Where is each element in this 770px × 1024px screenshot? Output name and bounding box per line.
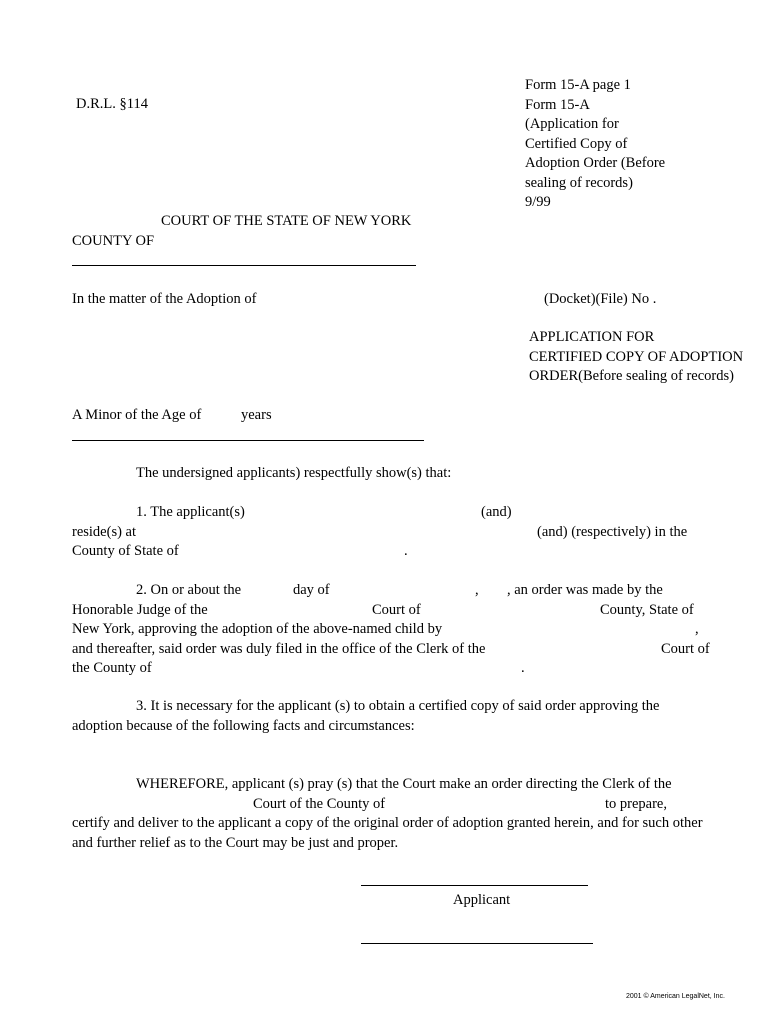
paragraph-text: the County of	[72, 660, 152, 676]
form-info-line: (Application for	[525, 116, 619, 132]
paragraph-text: and thereafter, said order was duly filed in the office of the Clerk of the	[72, 640, 486, 657]
docket-label: (Docket)(File) No .	[544, 291, 657, 307]
form-info-line: Form 15-A	[525, 96, 590, 113]
paragraph-text: 3. It is necessary for the applicant (s) to obtain a certified copy of said order approving the	[136, 698, 660, 714]
paragraph-text: day of	[293, 582, 330, 598]
paragraph-text: to prepare,	[605, 795, 667, 812]
minor-age-label: A Minor of the Age of	[72, 407, 202, 423]
second-signature-line	[361, 943, 593, 944]
paragraph-text: 2. On or about the	[136, 582, 242, 598]
paragraph-text: adoption because of the following facts and circumstances:	[72, 717, 415, 734]
form-info-line: Form 15-A page 1	[525, 77, 631, 93]
applicant-label: Applicant	[453, 892, 511, 908]
paragraph-text: certify and deliver to the applicant a copy of the original order of adoption granted herein, and for such other	[72, 815, 703, 831]
paragraph-text: reside(s) at	[72, 523, 137, 540]
matter-label: In the matter of the Adoption of	[72, 291, 257, 307]
paragraph-text: and further relief as to the Court may be just and proper.	[72, 834, 399, 851]
paragraph-text: ,	[695, 621, 699, 637]
form-info-line: Adoption Order (Before	[525, 155, 666, 171]
county-underline	[72, 265, 416, 266]
paragraph-text: Court of	[372, 601, 421, 618]
paragraph-text: WHEREFORE, applicant (s) pray (s) that the Court make an order directing the Clerk of the	[136, 776, 672, 792]
paragraph-text: Court of	[661, 640, 710, 657]
paragraph-text: (and)	[481, 504, 512, 520]
paragraph-text: , an order was made by the	[507, 582, 663, 598]
paragraph-text: County of State of	[72, 543, 179, 559]
paragraph-text: ,	[475, 582, 479, 598]
paragraph-text: Honorable Judge of the	[72, 601, 208, 618]
paragraph-text: .	[521, 660, 525, 676]
paragraph-text: New York, approving the adoption of the above-named child by	[72, 621, 443, 637]
paragraph-text: Court of the County of	[253, 795, 386, 812]
caption-underline	[72, 440, 424, 441]
form-info-line: 9/99	[525, 194, 551, 210]
paragraph-text: 1. The applicant(s)	[136, 504, 245, 520]
statute-reference: D.R.L. §114	[76, 96, 148, 112]
document-title-line: CERTIFIED COPY OF ADOPTION	[529, 349, 744, 365]
intro-text: The undersigned applicants) respectfully show(s) that:	[136, 465, 452, 481]
court-title: COURT OF THE STATE OF NEW YORK	[161, 213, 412, 229]
form-info-line: Certified Copy of	[525, 135, 628, 152]
paragraph-text: County, State of	[600, 601, 694, 618]
paragraph-text: (and) (respectively) in the	[537, 523, 688, 540]
document-title-line: ORDER(Before sealing of records)	[529, 368, 734, 384]
copyright-notice: 2001 © American LegalNet, Inc.	[626, 993, 725, 1000]
applicant-signature-line	[361, 885, 588, 886]
form-info-line: sealing of records)	[525, 174, 633, 191]
document-title-line: APPLICATION FOR	[529, 329, 655, 345]
paragraph-text: .	[404, 543, 408, 559]
county-label: COUNTY OF	[72, 233, 155, 249]
years-label: years	[241, 407, 272, 423]
